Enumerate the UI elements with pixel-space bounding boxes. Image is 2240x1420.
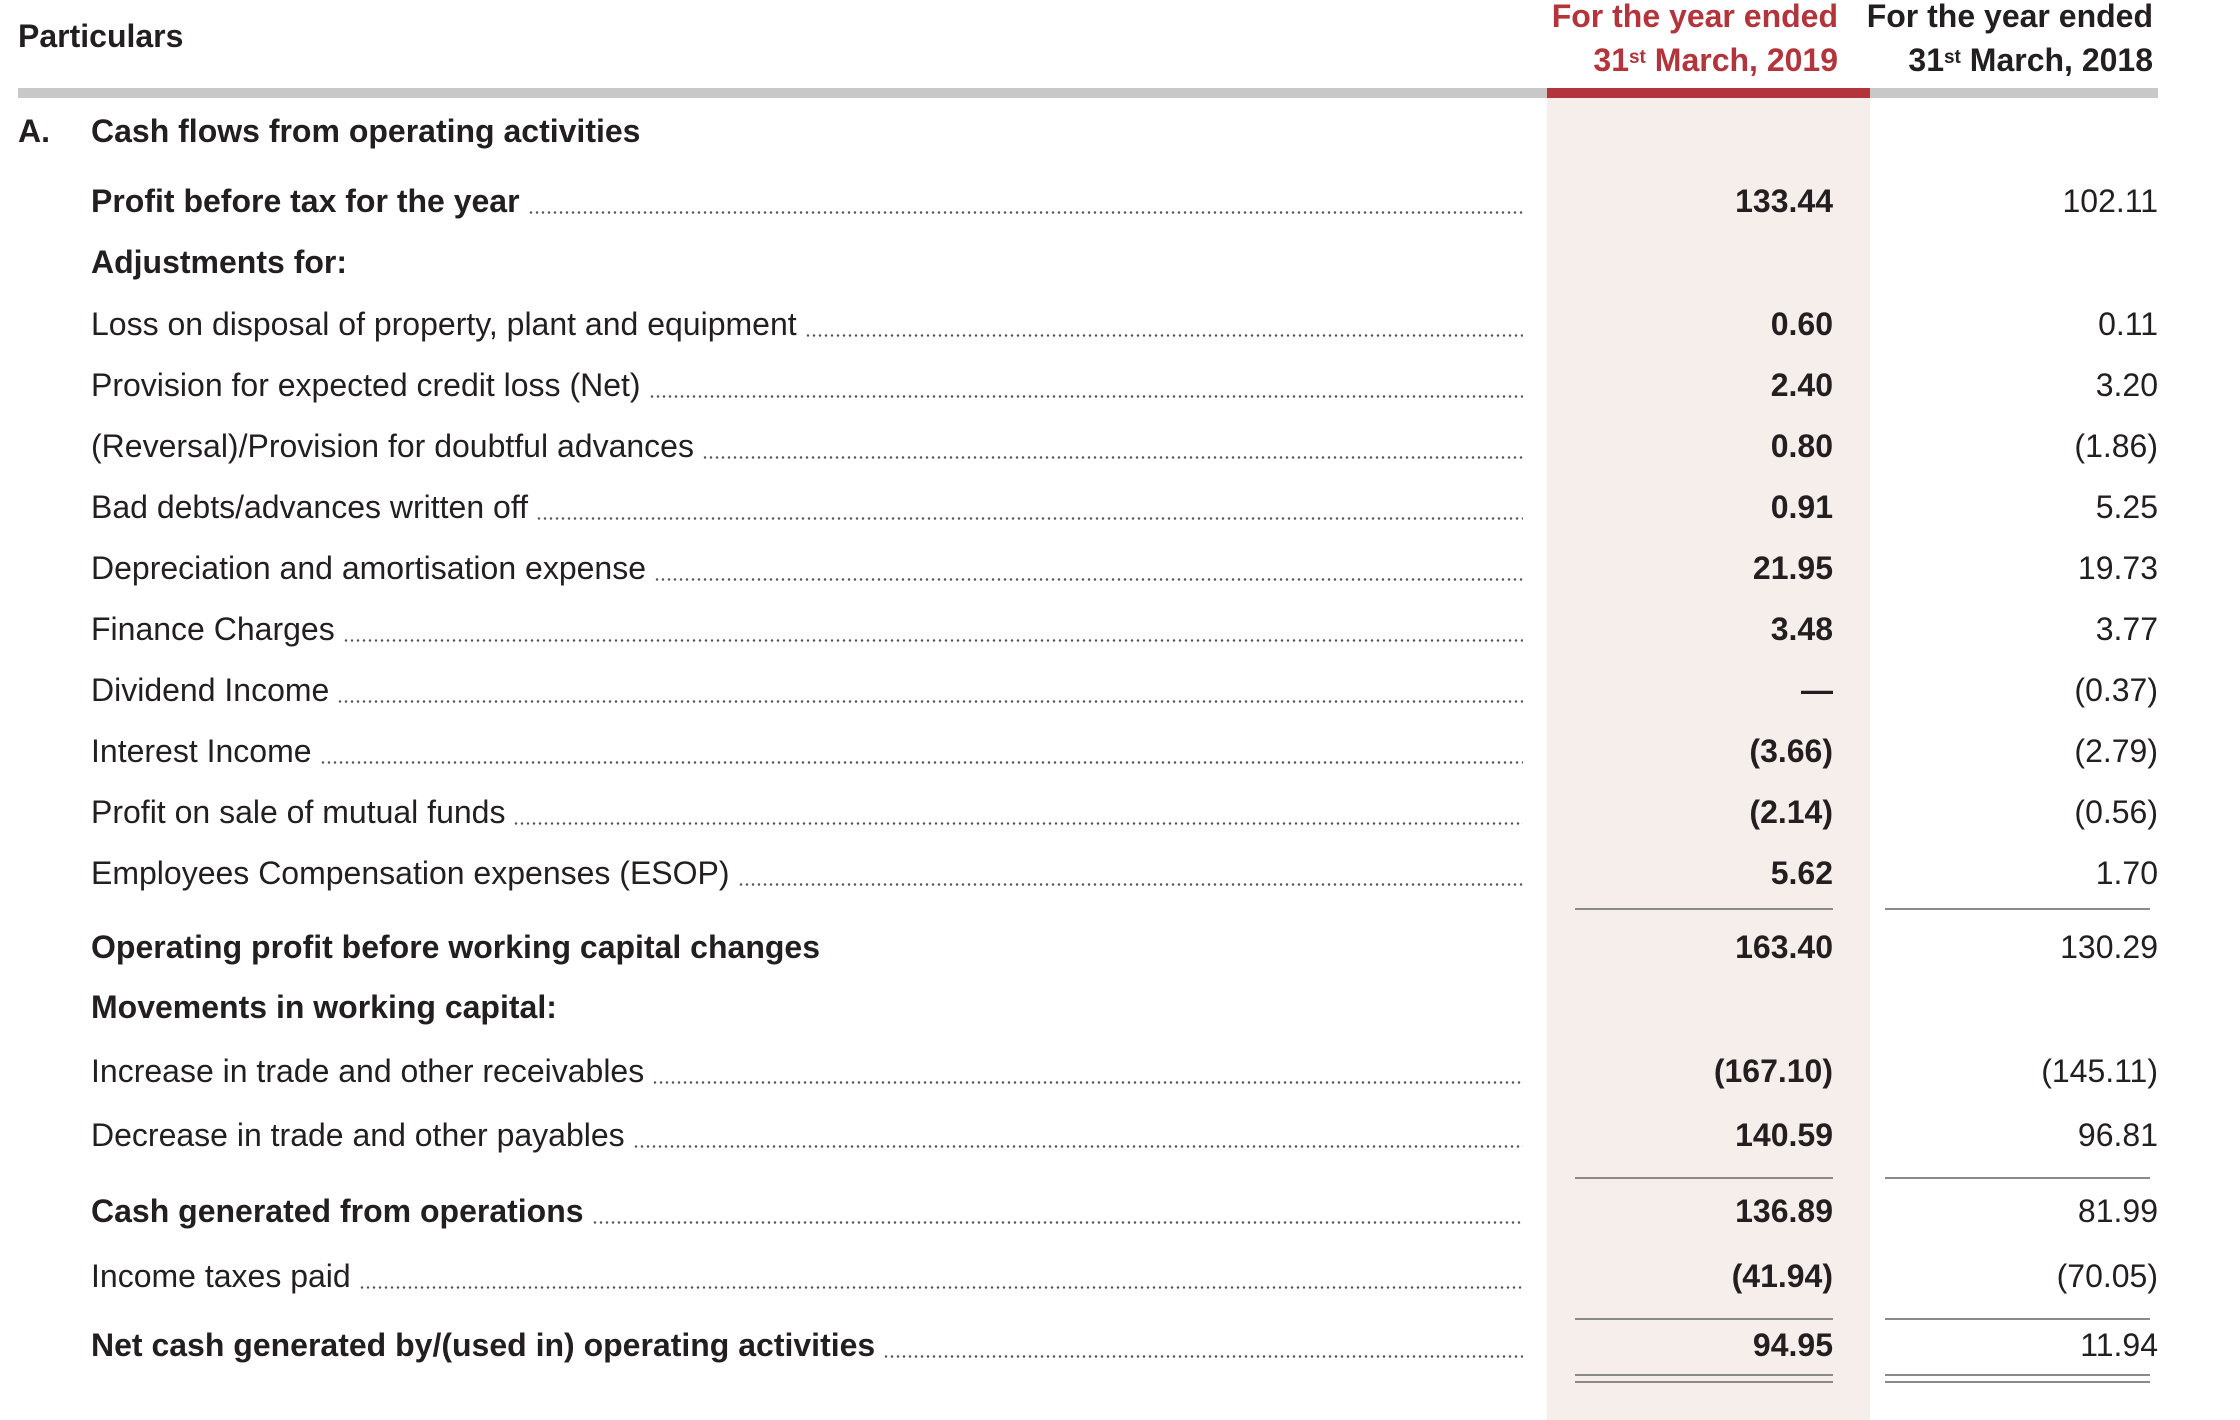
value-2018: 5.25: [2095, 489, 2158, 525]
value-2018: (2.79): [2074, 733, 2158, 769]
row-label: Depreciation and amortisation expense: [91, 549, 646, 586]
row-adjustment: [0, 787, 2240, 843]
row-label: Finance Charges: [91, 610, 335, 647]
value-2019: 0.80: [1770, 428, 1833, 464]
column-heading-2018: [1830, 0, 2153, 82]
value-2019: 0.91: [1770, 489, 1833, 525]
row-label: Bad debts/advances written off: [91, 488, 529, 525]
value-2019: —: [1801, 672, 1833, 708]
value-2018: 3.20: [2095, 367, 2158, 403]
row-adjustment: [0, 848, 2240, 904]
row-label: Employees Compensation expenses (ESOP): [91, 854, 730, 891]
leader-dots: [883, 1355, 1523, 1358]
value-2018: (145.11): [2041, 1053, 2158, 1089]
column-heading-2018-line2: [1830, 38, 2153, 82]
row-net-cash: [0, 1320, 2240, 1376]
date-ordinal: st: [1943, 47, 1961, 68]
subtotal-rule-2019: [1575, 908, 1833, 910]
value-2018: 96.81: [2077, 1117, 2158, 1153]
value-2018: 0.11: [2098, 306, 2158, 342]
row-label: Interest Income: [91, 732, 312, 769]
date-rest: March, 2018: [1960, 42, 2153, 78]
column-heading-2018-line1: For the year ended: [1866, 0, 2153, 34]
column-heading-2019-line2: [1515, 38, 1838, 82]
value-2019: (167.10): [1713, 1053, 1833, 1089]
row-profit-before-tax: [0, 176, 2240, 232]
section-letter: A.: [18, 113, 50, 149]
particulars-heading: Particulars: [18, 18, 184, 54]
column-heading-2019-line1: For the year ended: [1551, 0, 1838, 34]
row-label: Income taxes paid: [91, 1257, 351, 1294]
row-label: Dividend Income: [91, 671, 330, 708]
leader-dots: [649, 395, 1523, 398]
date-day: 31: [1593, 42, 1629, 78]
value-2018: 11.94: [2080, 1327, 2158, 1363]
subtotal-rule-2018: [1885, 1177, 2150, 1179]
leader-dots: [805, 334, 1523, 337]
total-double-rule-2018-b: [1885, 1381, 2150, 1383]
leader-dots: [738, 883, 1523, 886]
row-label: Loss on disposal of property, plant and equipment: [91, 305, 797, 342]
row-cash-generated: [0, 1186, 2240, 1242]
value-2018: 81.99: [2077, 1193, 2158, 1229]
adjustments-heading: Adjustments for:: [91, 244, 347, 280]
total-double-rule-2018-a: [1885, 1374, 2150, 1376]
column-heading-2019: [1515, 0, 1838, 82]
value-2018: (0.56): [2074, 794, 2158, 830]
value-2019: 163.40: [1735, 929, 1833, 965]
row-working-capital: [0, 1110, 2240, 1166]
value-2018: (1.86): [2074, 428, 2158, 464]
row-label: (Reversal)/Provision for doubtful advances: [91, 427, 694, 464]
date-rest: March, 2019: [1645, 42, 1838, 78]
leader-dots: [320, 761, 1523, 764]
leader-dots: [592, 1221, 1523, 1224]
value-2019: 3.48: [1770, 611, 1833, 647]
row-working-capital: [0, 1046, 2240, 1102]
date-day: 31: [1908, 42, 1944, 78]
row-label: Provision for expected credit loss (Net): [91, 366, 641, 403]
value-2019: 136.89: [1735, 1193, 1833, 1229]
date-ordinal: st: [1628, 47, 1646, 68]
value-2018: 3.77: [2095, 611, 2158, 647]
value-2019: (41.94): [1731, 1258, 1833, 1294]
subtotal-rule-2018: [1885, 908, 2150, 910]
row-adjustment: [0, 421, 2240, 477]
row-income-taxes: [0, 1251, 2240, 1307]
row-adjustment: [0, 726, 2240, 782]
value-2019: 133.44: [1735, 183, 1833, 219]
subtotal-rule-2019: [1575, 1177, 1833, 1179]
movements-heading: Movements in working capital:: [91, 989, 557, 1025]
row-adjustment: [0, 543, 2240, 599]
leader-dots: [513, 822, 1523, 825]
row-label: Decrease in trade and other payables: [91, 1116, 625, 1153]
value-2018: 102.11: [2062, 183, 2158, 219]
value-2019: 21.95: [1752, 550, 1833, 586]
value-2018: (70.05): [2056, 1258, 2158, 1294]
total-double-rule-2019-b: [1575, 1381, 1833, 1383]
total-double-rule-2019-a: [1575, 1374, 1833, 1376]
row-adjustment: [0, 482, 2240, 538]
row-label: Net cash generated by/(used in) operating activities: [91, 1326, 876, 1363]
value-2019: 2.40: [1770, 367, 1833, 403]
leader-dots: [536, 517, 1523, 520]
row-label: Profit before tax for the year: [91, 182, 520, 219]
value-2018: 130.29: [2060, 929, 2158, 965]
header-rule-accent: [1547, 88, 1870, 98]
leader-dots: [652, 1081, 1523, 1084]
value-2019: 5.62: [1770, 855, 1833, 891]
value-2019: 94.95: [1752, 1327, 1833, 1363]
row-adjustment: [0, 360, 2240, 416]
value-2019: (2.14): [1749, 794, 1833, 830]
value-2019: 140.59: [1735, 1117, 1833, 1153]
leader-dots: [337, 700, 1523, 703]
value-2019: (3.66): [1749, 733, 1833, 769]
leader-dots: [359, 1286, 1523, 1289]
leader-dots: [633, 1145, 1523, 1148]
row-adjustment: [0, 665, 2240, 721]
row-label: Increase in trade and other receivables: [91, 1052, 645, 1089]
row-operating-profit: [0, 922, 2240, 978]
row-adjustment: [0, 604, 2240, 660]
leader-dots: [528, 211, 1523, 214]
value-2018: (0.37): [2074, 672, 2158, 708]
section-title: Cash flows from operating activities: [91, 113, 641, 149]
row-adjustment: [0, 299, 2240, 355]
row-label: Profit on sale of mutual funds: [91, 793, 506, 830]
row-label: Operating profit before working capital changes: [91, 928, 820, 965]
leader-dots: [654, 578, 1523, 581]
value-2019: 0.60: [1770, 306, 1833, 342]
leader-dots: [702, 456, 1523, 459]
value-2018: 19.73: [2077, 550, 2158, 586]
row-label: Cash generated from operations: [91, 1192, 584, 1229]
leader-dots: [343, 639, 1523, 642]
value-2018: 1.70: [2095, 855, 2158, 891]
